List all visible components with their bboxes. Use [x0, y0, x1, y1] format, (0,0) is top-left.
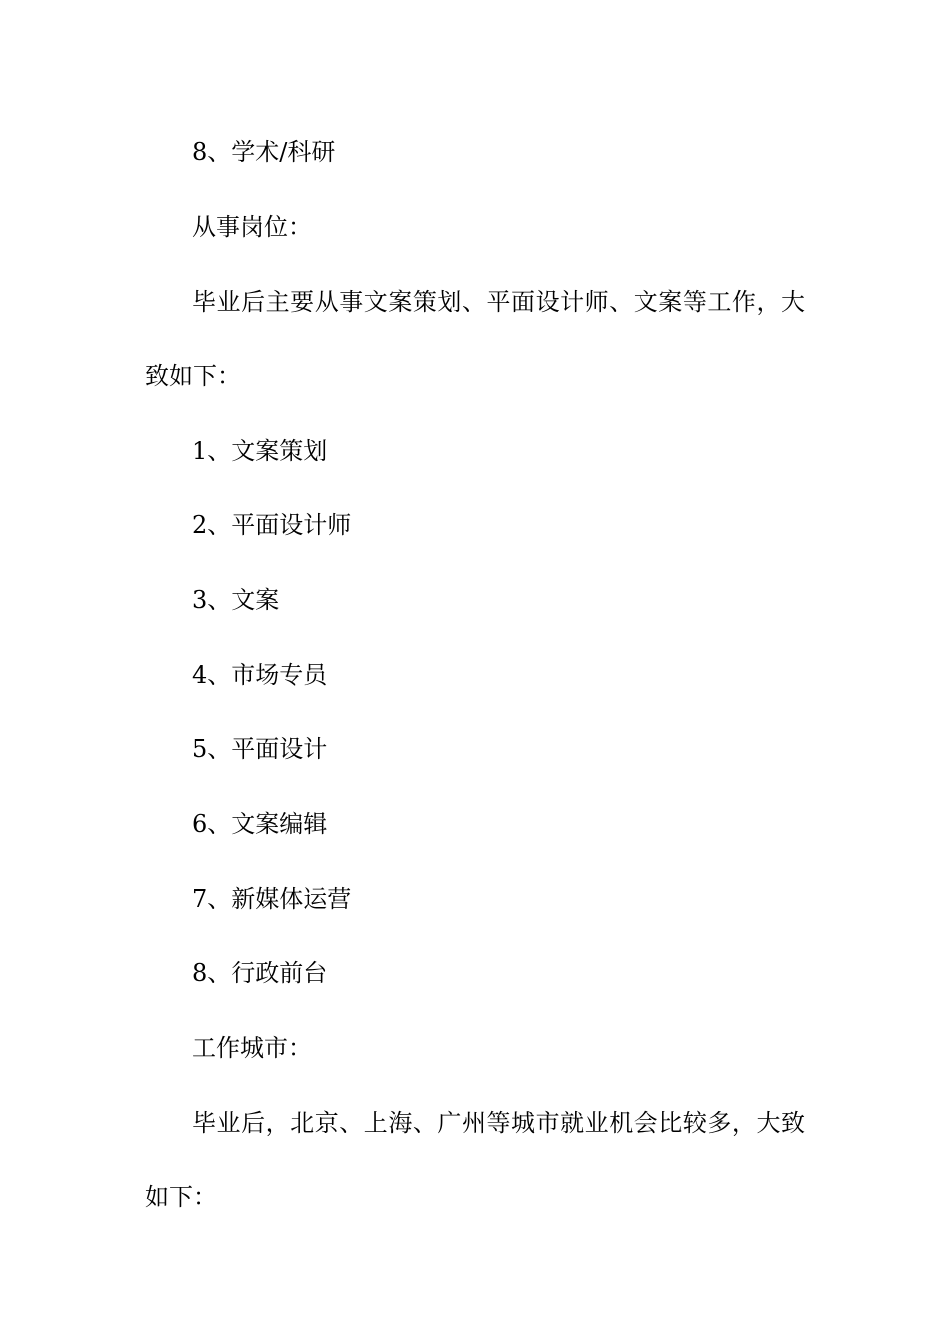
list-item-position-4: 4、市场专员: [192, 661, 328, 689]
list-item-position-6: 6、文案编辑: [192, 810, 328, 838]
paragraph-cities-line-2: 如下：: [145, 1183, 217, 1211]
section-heading-cities: 工作城市：: [192, 1034, 312, 1062]
section-heading-positions: 从事岗位：: [192, 213, 312, 241]
list-item-academic-research: 8、学术/科研: [192, 138, 336, 166]
list-item-position-7: 7、新媒体运营: [192, 885, 352, 913]
list-item-position-8: 8、行政前台: [192, 959, 328, 987]
paragraph-cities-line-1: 毕业后，北京、上海、广州等城市就业机会比较多，大致: [192, 1109, 805, 1137]
list-item-position-1: 1、文案策划: [192, 437, 328, 465]
paragraph-positions-line-1: 毕业后主要从事文案策划、平面设计师、文案等工作，大: [192, 288, 805, 316]
list-item-position-5: 5、平面设计: [192, 735, 328, 763]
list-item-position-2: 2、平面设计师: [192, 511, 352, 539]
list-item-position-3: 3、文案: [192, 586, 280, 614]
paragraph-positions-line-2: 致如下：: [145, 362, 241, 390]
